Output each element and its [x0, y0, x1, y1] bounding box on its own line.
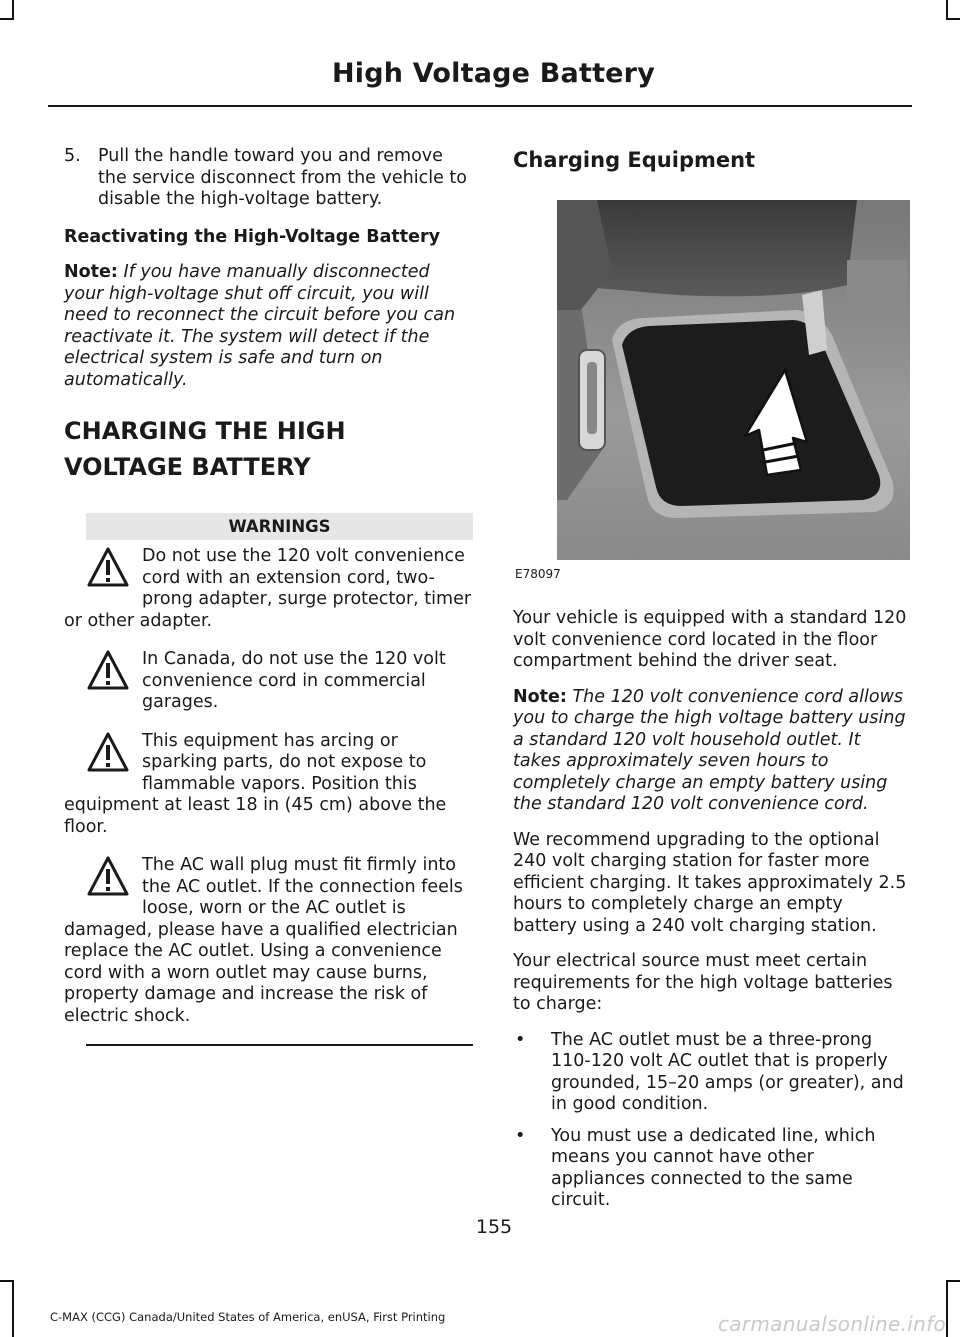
- section-title-line-2: VOLTAGE BATTERY: [64, 453, 311, 481]
- note-text: The 120 volt convenience cord allows you to charge the high voltage battery using a standard 120 volt household outlet. It takes approximately seven hours to completely charge an empty battery using the standard 120 volt convenience cord.: [513, 686, 906, 814]
- section-title: [64, 413, 473, 485]
- page-number: 155: [475, 1216, 513, 1238]
- crop-mark-bottom-right-v: [946, 1280, 948, 1337]
- warning-item: [64, 731, 473, 839]
- warning-triangle-icon: [86, 649, 130, 693]
- watermark: carmanualsonline.info: [718, 1312, 946, 1336]
- warning-item: [64, 649, 473, 714]
- right-column: [513, 146, 910, 1222]
- bullet: •: [515, 1029, 526, 1050]
- crop-mark-top-left-v: [12, 0, 14, 20]
- note-label: Note:: [513, 686, 567, 707]
- warnings-header: WARNINGS: [86, 513, 473, 540]
- crop-mark-top-left-h: [0, 18, 14, 20]
- warning-text: In Canada, do not use the 120 volt convenience cord in commercial garages.: [142, 649, 446, 712]
- intro-paragraph: Your vehicle is equipped with a standard 120 volt convenience cord located in the floor compartment behind the driver seat.: [513, 608, 907, 671]
- bullet: •: [515, 1125, 526, 1146]
- page-header-title: High Voltage Battery: [331, 58, 655, 89]
- header-divider: [48, 105, 912, 107]
- warning-triangle-icon: [86, 855, 130, 899]
- section-title-line-1: CHARGING THE HIGH: [64, 417, 346, 445]
- crop-mark-top-right-v: [946, 0, 948, 20]
- note-label: Note:: [64, 262, 118, 282]
- step-text: Pull the handle toward you and remove the service disconnect from the vehicle to disable the high-voltage battery.: [98, 146, 467, 209]
- crop-mark-bottom-right-h: [946, 1280, 960, 1282]
- reactivate-note: [64, 262, 473, 391]
- list-item: [513, 1126, 910, 1212]
- note-text: If you have manually disconnected your high-voltage shut off circuit, you will need to reconnect the circuit before you can reactivate it. The system will detect if the electrical system is safe and turn on automatically.: [64, 262, 456, 390]
- figure-code: E78097: [515, 567, 561, 581]
- warning-triangle-icon: [86, 546, 130, 590]
- warning-item: [64, 855, 473, 1027]
- warning-triangle-icon: [86, 731, 130, 775]
- floor-compartment-photo: [557, 200, 910, 560]
- step-number: 5.: [64, 146, 81, 166]
- warning-text: Do not use the 120 volt convenience cord with an extension cord, two-prong adapter, surge protector, timer or other adapter.: [64, 546, 472, 631]
- step-item: [64, 146, 473, 211]
- list-item: [513, 1030, 910, 1116]
- crop-mark-bottom-left-v: [12, 1280, 14, 1337]
- charging-note: [513, 687, 910, 816]
- warnings-end-rule: [86, 1044, 473, 1046]
- footer-text: C-MAX (CCG) Canada/United States of America, enUSA, First Printing: [50, 1310, 446, 1324]
- left-column: [64, 146, 473, 1046]
- warning-text: The AC wall plug must fit firmly into the AC outlet. If the connection feels loose, worn or the AC outlet is damaged, please have a qualified electrician replace the AC outlet. Using a convenience cord with a worn outlet may cause burns, property damage and increase the risk of electric shock.: [64, 855, 463, 1026]
- reactivate-heading: Reactivating the High-Voltage Battery: [64, 226, 441, 247]
- crop-mark-top-right-h: [946, 18, 960, 20]
- warnings-list: [64, 546, 473, 1027]
- warning-item: [64, 546, 473, 632]
- recommend-paragraph: We recommend upgrading to the optional 240 volt charging station for faster more efficient charging. It takes approximately 2.5 hours to completely charge an empty battery using a 240 volt charging station.: [513, 829, 907, 936]
- list-item-text: The AC outlet must be a three-prong 110-120 volt AC outlet that is properly grounded, 15–20 amps (or greater), and in good condition.: [551, 1029, 904, 1114]
- requirements-list: [513, 1030, 910, 1212]
- warning-text: This equipment has arcing or sparking parts, do not expose to flammable vapors. Position this equipment at least 18 in (45 cm) above the floor.: [64, 730, 447, 837]
- requirements-intro: Your electrical source must meet certain requirements for the high voltage batteries to charge:: [513, 951, 893, 1014]
- crop-mark-bottom-left-h: [0, 1280, 14, 1282]
- list-item-text: You must use a dedicated line, which means you cannot have other appliances connected to the same circuit.: [551, 1125, 876, 1210]
- charging-equipment-heading: Charging Equipment: [513, 148, 756, 172]
- figure: [513, 200, 910, 586]
